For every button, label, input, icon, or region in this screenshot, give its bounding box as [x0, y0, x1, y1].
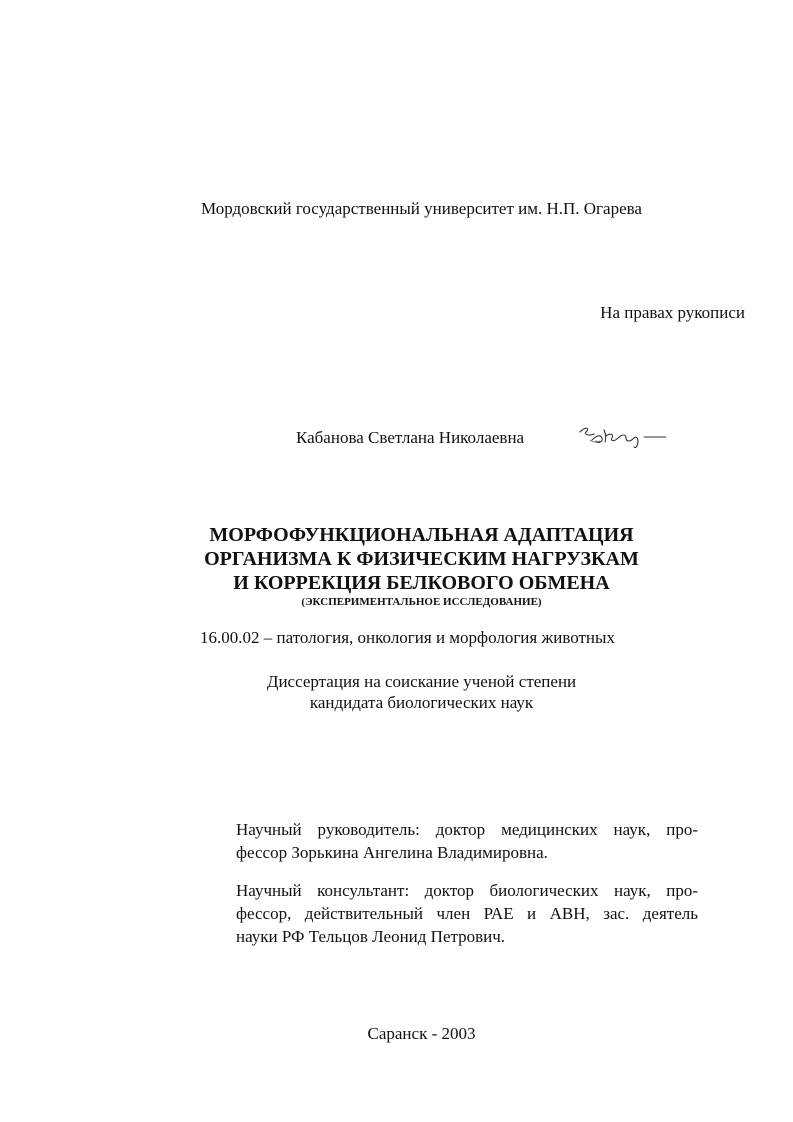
author-signature — [576, 420, 672, 452]
city-year: Саранск - 2003 — [367, 1024, 476, 1043]
title-line-2: ОРГАНИЗМА К ФИЗИЧЕСКИМ НАГРУЗКАМ — [204, 548, 639, 570]
scientific-consultant — [236, 879, 698, 948]
author-name: Кабанова Светлана Николаевна — [296, 428, 525, 447]
degree-statement — [0, 671, 793, 713]
advisor-line-1: Научный руководитель: доктор медицинских наук, про- — [236, 820, 698, 839]
degree-line-2: кандидата биологических наук — [309, 693, 534, 712]
rights-note: На правах рукописи — [600, 303, 745, 322]
consultant-line-3: науки РФ Тельцов Леонид Петрович. — [236, 927, 506, 946]
title-subtitle: (ЭКСПЕРИМЕНТАЛЬНОЕ ИССЛЕДОВАНИЕ) — [301, 596, 542, 608]
specialty-code: 16.00.02 – патология, онкология и морфология животных — [200, 628, 615, 647]
consultant-line-2: фессор, действительный член РАЕ и АВН, зас. деятель — [236, 904, 698, 923]
degree-line-1: Диссертация на соискание ученой степени — [266, 672, 577, 691]
dissertation-title — [0, 523, 793, 595]
title-line-1: МОРФОФУНКЦИОНАЛЬНАЯ АДАПТАЦИЯ — [209, 524, 634, 546]
title-line-3: И КОРРЕКЦИЯ БЕЛКОВОГО ОБМЕНА — [233, 572, 610, 594]
scientific-advisor — [236, 818, 698, 864]
advisor-line-2: фессор Зорькина Ангелина Владимировна. — [236, 843, 548, 862]
consultant-line-1: Научный консультант: доктор биологических наук, про- — [236, 881, 698, 900]
university-name: Мордовский государственный университет им. Н.П. Огарева — [201, 199, 642, 218]
